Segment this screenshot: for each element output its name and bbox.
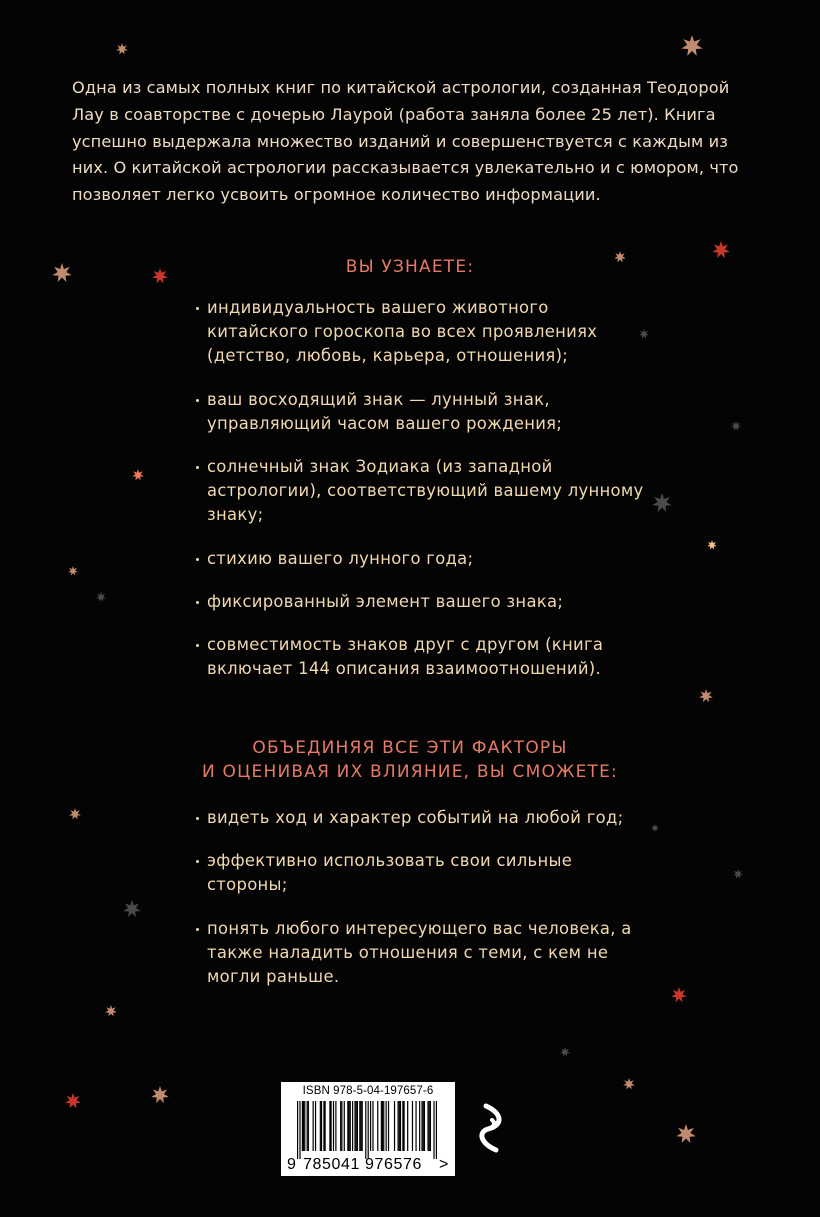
barcode-bar (381, 1101, 382, 1151)
barcode-bar (350, 1101, 351, 1151)
barcode-bar (402, 1101, 403, 1151)
barcode-bar (333, 1101, 334, 1151)
barcode-bar (377, 1101, 378, 1151)
barcode-bar (331, 1101, 332, 1151)
barcode-bar (321, 1101, 322, 1151)
star-icon (69, 808, 81, 820)
barcode-bar (348, 1101, 349, 1151)
barcode-bar (433, 1101, 434, 1159)
barcode-bar (403, 1101, 404, 1151)
list-item: стихию вашего лунного года; (194, 547, 644, 571)
list-item: ваш восходящий знак — лунный знак, управляющий часом вашего рождения; (194, 388, 644, 436)
abilities-list (194, 806, 644, 1008)
barcode-bar (399, 1101, 400, 1151)
barcode-bar (303, 1101, 304, 1151)
heading-line-2: И ОЦЕНИВАЯ ИХ ВЛИЯНИЕ, ВЫ СМОЖЕТЕ: (202, 762, 618, 782)
isbn-label: ISBN 978-5-04-197657-6 (302, 1085, 434, 1097)
star-icon (731, 421, 741, 431)
barcode-bar (359, 1101, 360, 1151)
heading-line-1: ОБЪЕДИНЯЯ ВСЕ ЭТИ ФАКТОРЫ (252, 738, 568, 758)
publisher-logo-icon (476, 1103, 506, 1153)
barcode-bar (400, 1101, 401, 1151)
list-item: понять любого интересующего вас человека, а также наладить отношения с теми, с кем не могли раньше. (194, 917, 644, 990)
barcode-quiet-zone-marker: > (439, 1156, 449, 1173)
barcode-bar (329, 1101, 330, 1151)
barcode-bar (372, 1101, 373, 1151)
star-icon (652, 493, 672, 513)
barcode-bar (394, 1101, 395, 1151)
section-heading-abilities (100, 736, 720, 784)
barcode-bar (340, 1101, 341, 1151)
list-item: солнечный знак Зодиака (из западной астрологии), соответствующий вашему лунному знаку; (194, 455, 644, 528)
barcode-bar (341, 1101, 342, 1151)
barcode-bar (383, 1101, 384, 1151)
star-icon (68, 566, 78, 576)
barcode-bar (421, 1101, 422, 1151)
barcode-bar (335, 1101, 336, 1151)
list-item: совместимость знаков друг с другом (книга включает 144 описания взаимоотношений). (194, 633, 644, 681)
barcode-bar (313, 1101, 314, 1151)
barcode-bar (412, 1101, 413, 1151)
barcode-bar (365, 1101, 366, 1159)
star-icon (132, 469, 144, 481)
star-icon (65, 1093, 81, 1109)
barcode-bar (427, 1101, 428, 1151)
barcode-bar (356, 1101, 357, 1151)
barcode-bar (398, 1101, 399, 1151)
barcode-bar (307, 1101, 308, 1151)
star-icon (123, 900, 141, 918)
star-icon (707, 540, 717, 550)
list-item: индивидуальность вашего животного китайского гороскопа во всех проявлениях (детство, любовь, карьера, отношения); (194, 296, 644, 369)
list-item: эффективно использовать свои сильные стороны; (194, 849, 644, 897)
barcode-bar (368, 1101, 369, 1159)
barcode-bar (323, 1101, 324, 1151)
star-icon (116, 43, 128, 55)
barcode-bar (320, 1101, 321, 1151)
barcode-bar (352, 1101, 353, 1151)
barcode-bar (382, 1101, 383, 1151)
barcode-bar (419, 1101, 420, 1151)
barcode-first-digit: 9 (287, 1156, 297, 1173)
barcode-bar (388, 1101, 389, 1151)
barcode-bar (407, 1101, 408, 1151)
barcode-bar (357, 1101, 358, 1151)
star-icon (96, 592, 106, 602)
star-icon (560, 1047, 570, 1057)
star-icon (105, 1005, 117, 1017)
star-icon (151, 1086, 169, 1104)
barcode-graphic (297, 1101, 437, 1159)
star-icon (681, 35, 703, 57)
section-heading-learn: ВЫ УЗНАЕТЕ: (345, 257, 475, 277)
barcode-bar (386, 1101, 387, 1151)
barcode-bar (370, 1101, 371, 1151)
barcode-digit-groups: 785041 976576 (303, 1156, 423, 1173)
barcode-bar (347, 1101, 348, 1151)
barcode-bar (423, 1101, 424, 1151)
intro-text: Одна из самых полных книг по китайской астрологии, созданная Теодорой Лау в соавторстве с дочерью Лаурой (работа заняла более 25 лет). Книга успешно выдержала множество изданий и совершенствуется с каждым из них. О китайской астрологии рассказывается увлекательно и с юмором, что позволяет легко усвоить огромное количество информации. (72, 78, 739, 205)
eksmo-logo-icon (476, 1103, 506, 1153)
barcode-bar (344, 1101, 345, 1151)
star-icon (671, 987, 687, 1003)
barcode-bar (315, 1101, 316, 1151)
barcode-bar (304, 1101, 305, 1151)
star-icon (676, 1124, 696, 1144)
isbn-barcode (281, 1082, 455, 1176)
barcode-bar (299, 1101, 300, 1159)
intro-paragraph (72, 75, 762, 209)
barcode-bar (430, 1101, 431, 1151)
barcode-bar (429, 1101, 430, 1151)
star-icon (52, 263, 72, 283)
barcode-bar (424, 1101, 425, 1151)
barcode-bar (297, 1101, 298, 1159)
barcode-bar (325, 1101, 326, 1151)
barcode-bar (354, 1101, 355, 1151)
barcode-bar (360, 1101, 361, 1151)
barcode-bar (436, 1101, 437, 1159)
list-item: фиксированный элемент вашего знака; (194, 590, 644, 614)
star-icon (651, 824, 659, 832)
star-icon (733, 869, 743, 879)
barcode-bars (297, 1101, 437, 1159)
list-item: видеть ход и характер событий на любой год; (194, 806, 644, 830)
learn-list (194, 296, 644, 700)
barcode-bar (302, 1101, 303, 1151)
barcode-bar (362, 1101, 363, 1151)
star-icon (699, 689, 713, 703)
barcode-bar (415, 1101, 416, 1151)
barcode-bar (308, 1101, 309, 1151)
star-icon (623, 1078, 635, 1090)
